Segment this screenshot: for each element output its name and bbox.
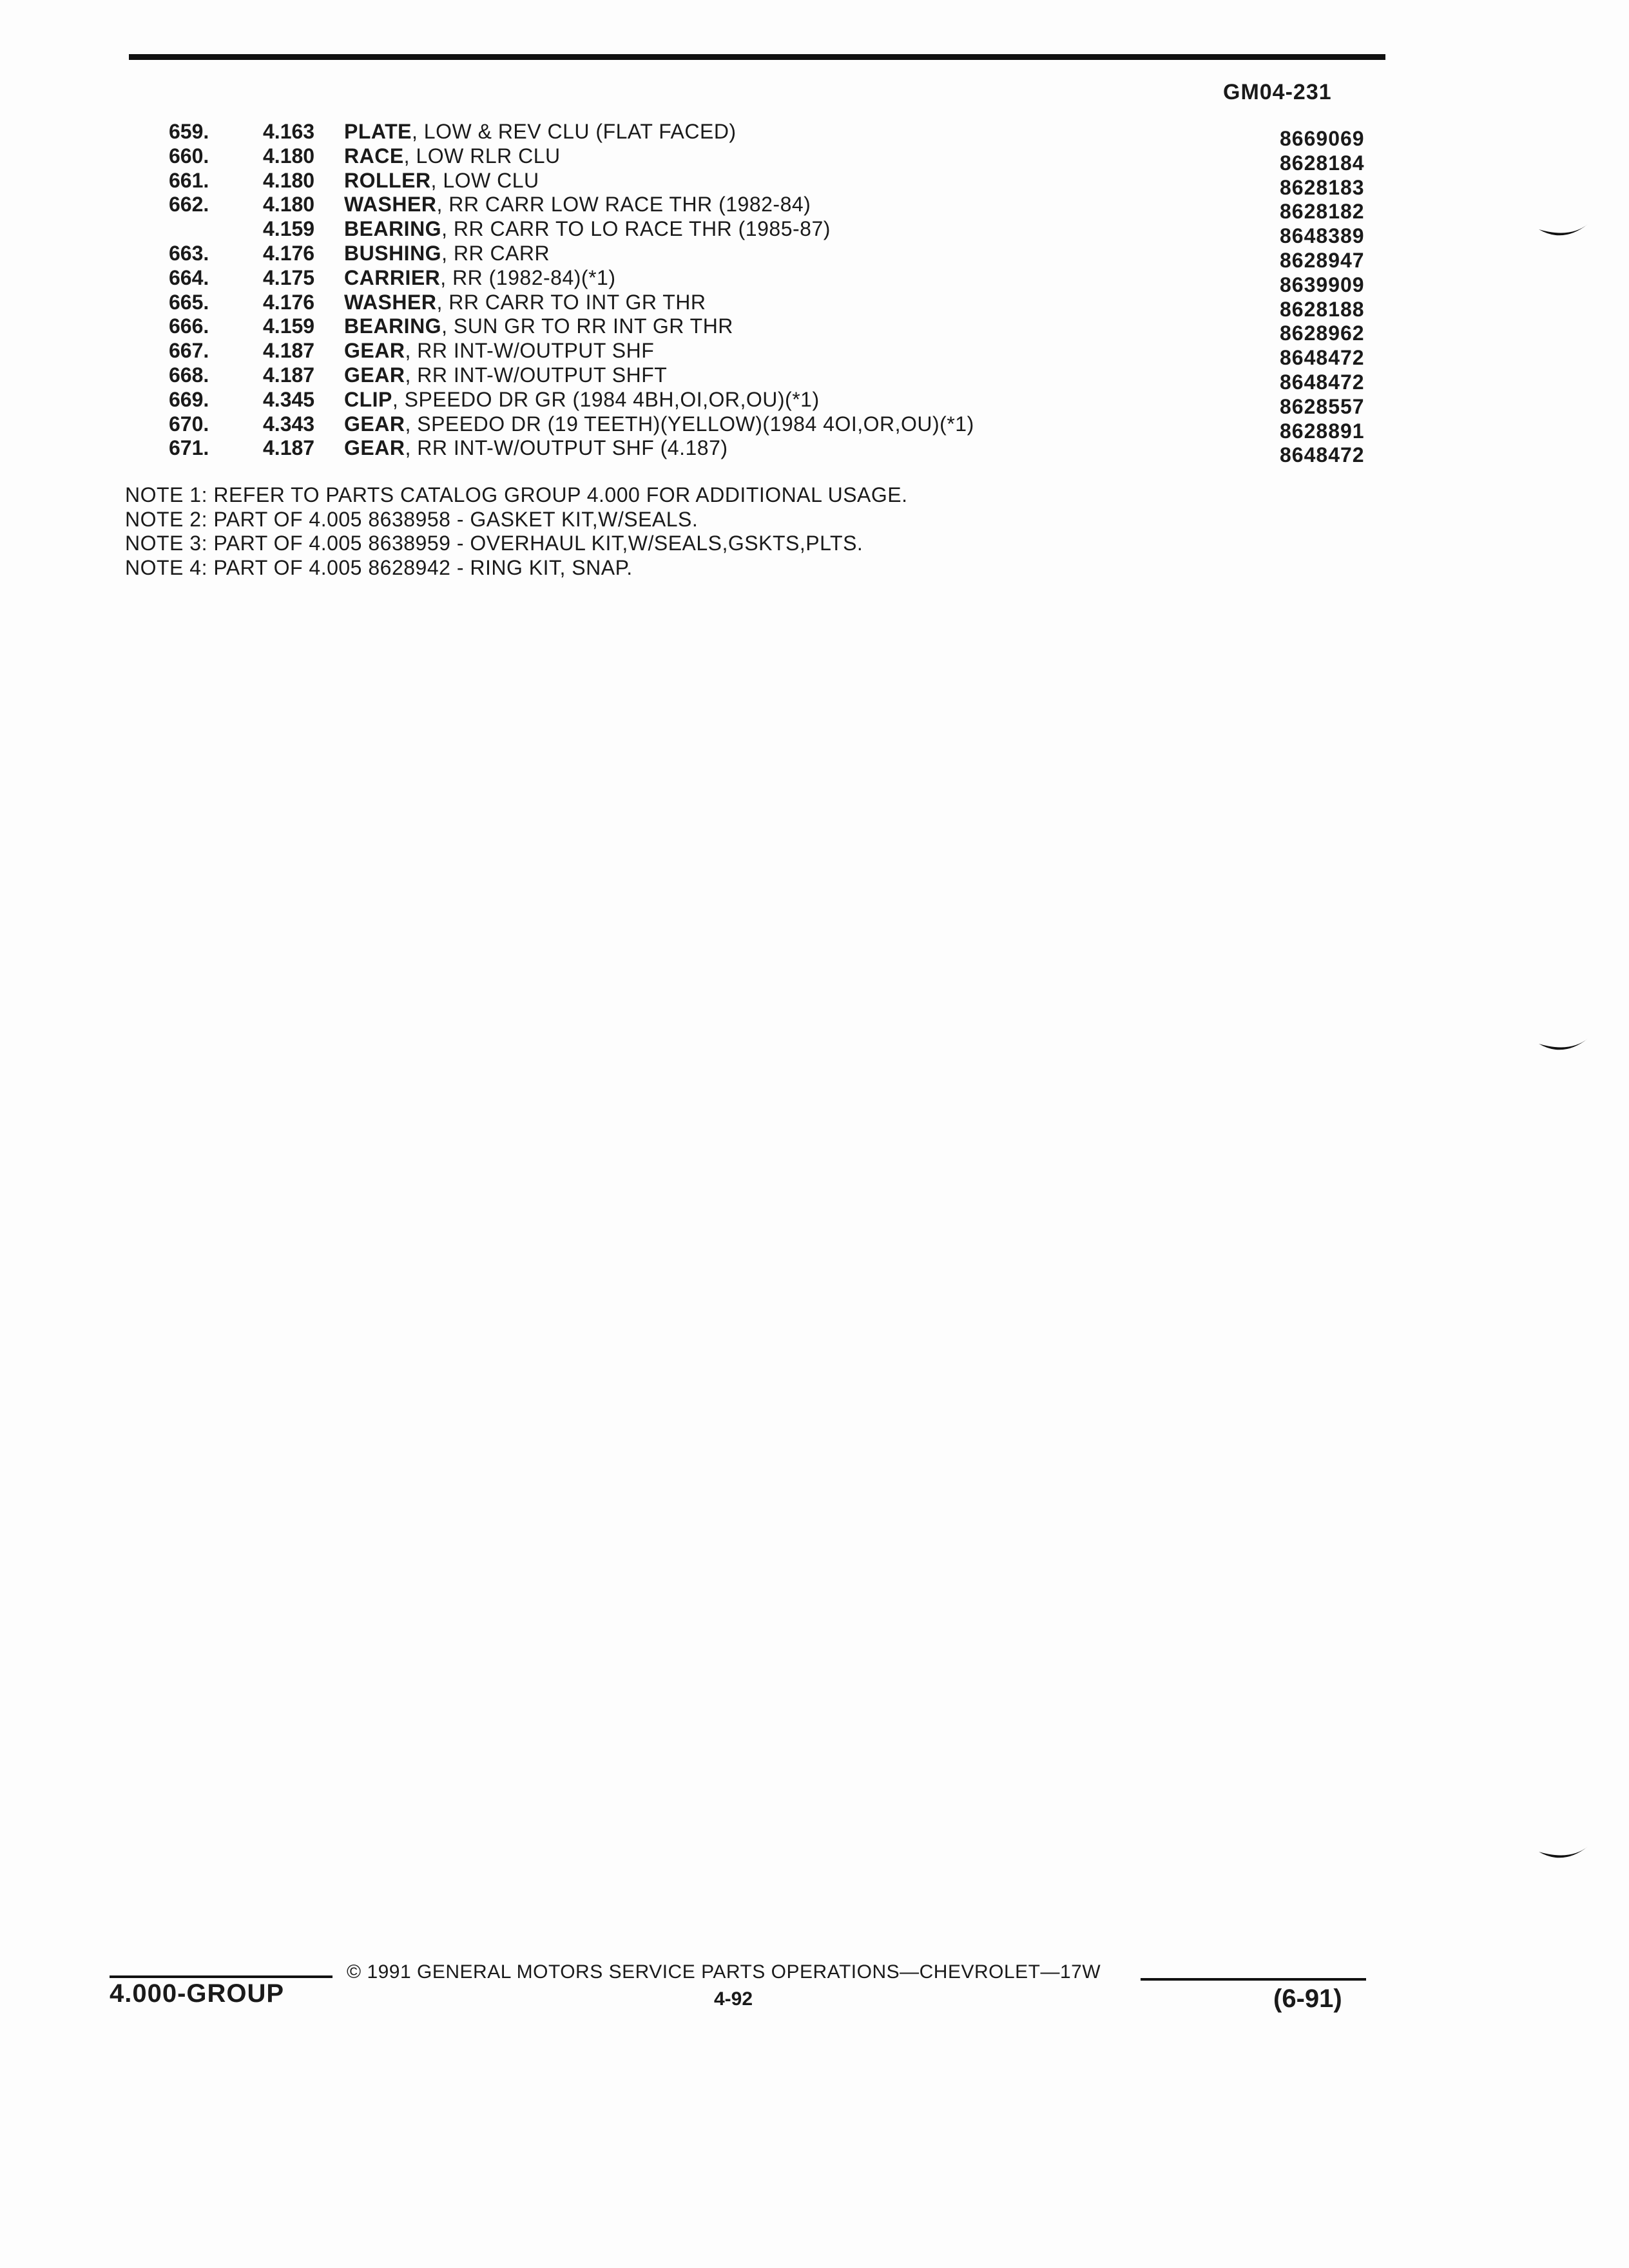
- item-number: 661.: [169, 168, 209, 192]
- item-number: 666.: [169, 314, 209, 338]
- part-row: [129, 217, 1392, 248]
- part-description: [344, 436, 1375, 460]
- part-description: [344, 314, 1375, 338]
- footer-date-code: (6-91): [1273, 1984, 1342, 2013]
- part-number: 8648389: [1280, 224, 1365, 248]
- part-qualifier: , SPEEDO DR GR (1984 4BH,OI,OR,OU)(*1): [392, 387, 820, 411]
- part-description: [344, 120, 1375, 144]
- item-number: 664.: [169, 265, 209, 289]
- part-name: CARRIER: [344, 265, 441, 289]
- part-name: RACE: [344, 144, 404, 168]
- footer-group: 4.000-GROUP: [110, 1979, 285, 2008]
- part-number: 8669069: [1280, 127, 1365, 150]
- part-number: 8628182: [1280, 200, 1365, 224]
- part-qualifier: , SPEEDO DR (19 TEETH)(YELLOW)(1984 4OI,OR,OU)(*1): [405, 412, 974, 436]
- part-row: [129, 412, 1392, 443]
- part-name: GEAR: [344, 363, 405, 387]
- part-row: [129, 290, 1392, 321]
- part-qualifier: , RR INT-W/OUTPUT SHFT: [405, 363, 668, 387]
- part-description: [344, 363, 1375, 387]
- part-name: GEAR: [344, 339, 405, 363]
- part-qualifier: , RR CARR TO INT GR THR: [436, 290, 706, 314]
- note-2: NOTE 2: PART OF 4.005 8638958 - GASKET KIT,W/SEALS.: [125, 507, 699, 531]
- footer-rule-right: [1141, 1978, 1366, 1981]
- page-code: GM04-231: [1223, 80, 1332, 104]
- part-description: [344, 193, 1375, 216]
- part-number: 8628188: [1280, 297, 1365, 321]
- part-row: [129, 363, 1392, 394]
- part-name: BUSHING: [344, 241, 442, 265]
- top-rule: [129, 54, 1385, 60]
- group-number: 4.187: [263, 436, 315, 460]
- item-number: 667.: [169, 339, 209, 363]
- part-qualifier: , LOW CLU: [430, 168, 539, 192]
- part-number: 8639909: [1280, 273, 1365, 296]
- group-number: 4.180: [263, 168, 315, 192]
- part-number: 8628947: [1280, 248, 1365, 272]
- part-number: 8628891: [1280, 419, 1365, 443]
- part-row: [129, 241, 1392, 272]
- footer-copyright: © 1991 GENERAL MOTORS SERVICE PARTS OPERATIONS—CHEVROLET—17W: [347, 1961, 1101, 1983]
- item-number: 670.: [169, 412, 209, 436]
- part-name: WASHER: [344, 193, 437, 216]
- part-name: BEARING: [344, 217, 442, 241]
- part-number: 8648472: [1280, 346, 1365, 370]
- group-number: 4.187: [263, 339, 315, 363]
- group-number: 4.163: [263, 120, 315, 143]
- note-1: NOTE 1: REFER TO PARTS CATALOG GROUP 4.000 FOR ADDITIONAL USAGE.: [125, 483, 908, 506]
- group-number: 4.343: [263, 412, 315, 436]
- part-row: [129, 120, 1392, 150]
- group-number: 4.175: [263, 265, 315, 289]
- binder-hole-mark: [1537, 1847, 1589, 1865]
- part-qualifier: , LOW & REV CLU (FLAT FACED): [412, 120, 737, 143]
- part-qualifier: , RR CARR: [441, 241, 550, 265]
- part-row: [129, 193, 1392, 224]
- part-description: [344, 242, 1375, 265]
- part-name: BEARING: [344, 314, 442, 338]
- group-number: 4.187: [263, 363, 315, 387]
- item-number: 665.: [169, 290, 209, 314]
- part-qualifier: , RR CARR LOW RACE THR (1982-84): [436, 193, 811, 216]
- part-number: 8628183: [1280, 175, 1365, 199]
- part-description: [344, 266, 1375, 290]
- item-number: 671.: [169, 436, 209, 460]
- part-number: 8628962: [1280, 322, 1365, 345]
- group-number: 4.176: [263, 290, 315, 314]
- group-number: 4.180: [263, 144, 315, 168]
- note-4: NOTE 4: PART OF 4.005 8628942 - RING KIT, SNAP.: [125, 555, 633, 579]
- part-row: [129, 436, 1392, 467]
- part-name: ROLLER: [344, 168, 431, 192]
- part-description: [344, 291, 1375, 314]
- part-number: 8628184: [1280, 151, 1365, 175]
- item-number: 662.: [169, 193, 209, 216]
- group-number: 4.176: [263, 241, 315, 265]
- part-name: CLIP: [344, 387, 392, 411]
- part-qualifier: , RR INT-W/OUTPUT SHF (4.187): [405, 436, 728, 460]
- item-number: 659.: [169, 120, 209, 143]
- group-number: 4.345: [263, 387, 315, 411]
- part-number: 8628557: [1280, 394, 1365, 418]
- part-row: [129, 265, 1392, 296]
- group-number: 4.159: [263, 314, 315, 338]
- part-description: [344, 412, 1375, 436]
- part-description: [344, 217, 1375, 241]
- part-qualifier: , RR CARR TO LO RACE THR (1985-87): [441, 217, 831, 241]
- part-description: [344, 144, 1375, 168]
- binder-hole-mark: [1537, 1039, 1589, 1057]
- part-row: [129, 314, 1392, 345]
- part-row: [129, 387, 1392, 418]
- part-qualifier: , SUN GR TO RR INT GR THR: [441, 314, 733, 338]
- notes: [125, 483, 908, 580]
- part-number: 8648472: [1280, 443, 1365, 467]
- part-qualifier: , RR INT-W/OUTPUT SHF: [405, 339, 655, 363]
- group-number: 4.180: [263, 193, 315, 216]
- binder-hole-mark: [1537, 224, 1589, 242]
- footer-page-number: 4-92: [714, 1988, 753, 2010]
- part-name: PLATE: [344, 120, 412, 143]
- part-row: [129, 144, 1392, 175]
- part-description: [344, 169, 1375, 193]
- part-name: WASHER: [344, 290, 437, 314]
- part-qualifier: , RR (1982-84)(*1): [440, 265, 616, 289]
- part-number: 8648472: [1280, 370, 1365, 394]
- parts-list: [129, 120, 1392, 467]
- footer-rule-left: [110, 1975, 333, 1978]
- part-name: GEAR: [344, 436, 405, 460]
- group-number: 4.159: [263, 217, 315, 241]
- part-description: [344, 339, 1375, 363]
- item-number: 669.: [169, 387, 209, 411]
- note-3: NOTE 3: PART OF 4.005 8638959 - OVERHAUL KIT,W/SEALS,GSKTS,PLTS.: [125, 532, 863, 555]
- part-qualifier: , LOW RLR CLU: [403, 144, 561, 168]
- item-number: 660.: [169, 144, 209, 168]
- part-name: GEAR: [344, 412, 405, 436]
- part-row: [129, 168, 1392, 199]
- item-number: 663.: [169, 241, 209, 265]
- part-description: [344, 388, 1375, 412]
- part-row: [129, 339, 1392, 370]
- item-number: 668.: [169, 363, 209, 387]
